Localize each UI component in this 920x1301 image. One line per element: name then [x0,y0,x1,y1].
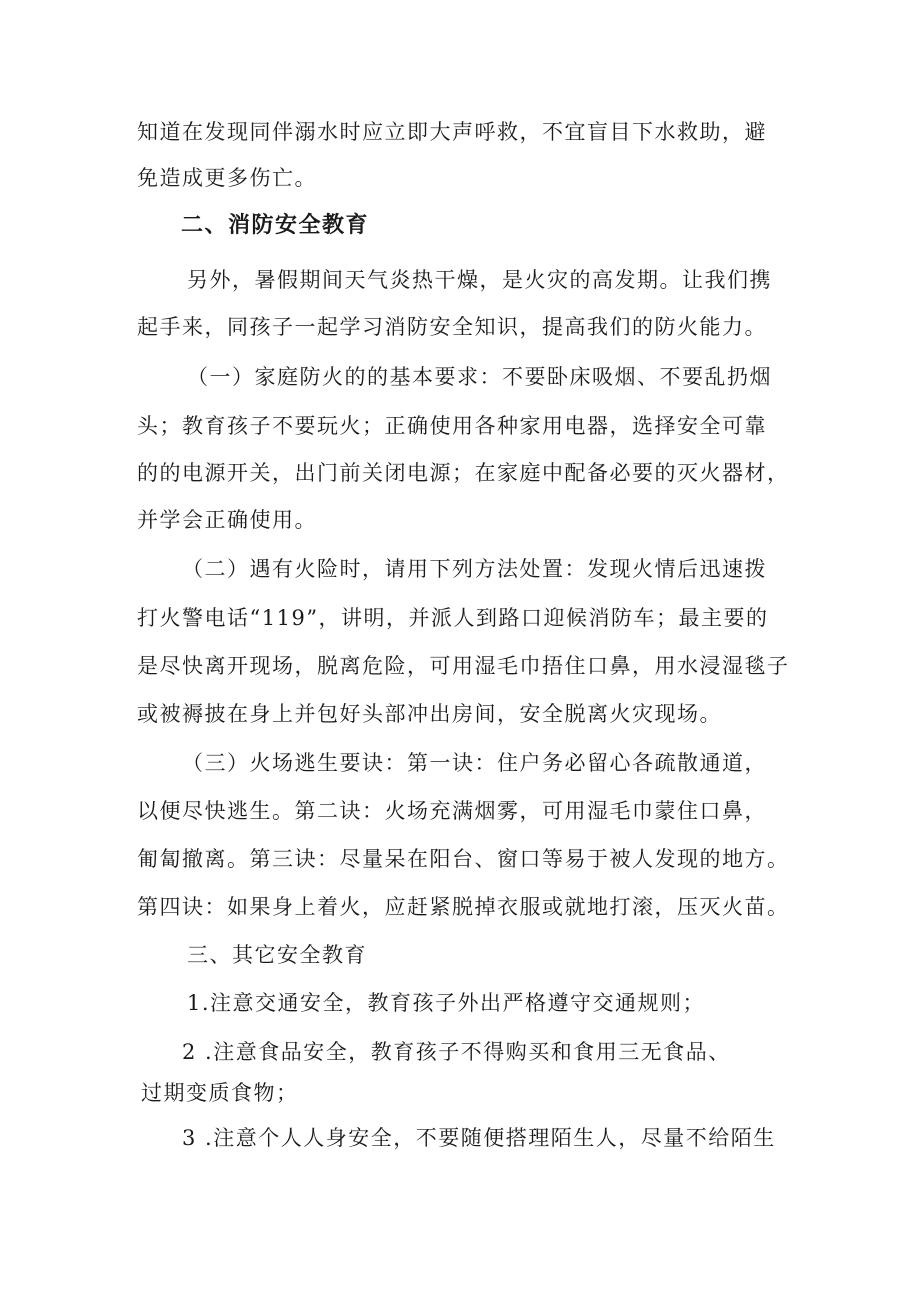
list-item-food-continued: 过期变质食物； [141,1081,299,1105]
paragraph-line: 打火警电话“119”，讲明，并派人到路口迎候消防车；最主要的 [137,606,769,630]
paragraph-line: 另外，暑假期间天气炎热干燥，是火灾的高发期。让我们携 [187,268,772,292]
paragraph-line: 起手来，同孩子一起学习消防安全知识，提高我们的防火能力。 [137,315,767,339]
section-heading-other-safety: 三、其它安全教育 [187,943,367,967]
list-item-traffic: 1.注意交通安全，教育孩子外出严格遵守交通规则； [187,991,706,1015]
paragraph-line: 匍匐撤离。第三诀：尽量呆在阳台、窗口等易于被人发现的地方。 [137,847,790,871]
paragraph-line: 是尽快离开现场，脱离危险，可用湿毛巾捂住口鼻，用水浸湿毯子 [137,654,790,678]
list-item-food: 2 .注意食品安全，教育孩子不得购买和食用三无食品、 [182,1040,731,1064]
paragraph-line: 以便尽快逃生。第二诀：火场充满烟雾，可用湿毛巾蒙住口鼻， [137,799,767,823]
paragraph-line: 第四诀：如果身上着火，应赶紧脱掉衣服或就地打滚，压灭火苗。 [137,895,790,919]
paragraph-line: （三）火场逃生要诀：第一诀：住户务必留心各疏散通道， [182,751,767,775]
list-item-personal: 3 .注意个人人身安全，不要随便搭理陌生人，尽量不给陌生 [182,1126,776,1150]
paragraph-line: 或被褥披在身上并包好头部冲出房间，安全脱离火灾现场。 [137,702,722,726]
paragraph-line: 免造成更多伤亡。 [137,166,317,190]
paragraph-line: （二）遇有火险时，请用下列方法处置：发现火情后迅速拨 [182,557,767,581]
paragraph-line: 知道在发现同伴溺水时应立即大声呼救，不宜盲目下水救助，避 [137,120,767,144]
paragraph-line: 并学会正确使用。 [137,508,317,532]
paragraph-line: （一）家庭防火的的基本要求：不要卧床吸烟、不要乱扔烟 [187,365,772,389]
paragraph-line: 头；教育孩子不要玩火；正确使用各种家用电器，选择安全可靠 [137,414,767,438]
section-heading-fire-safety: 二、消防安全教育 [181,213,370,238]
paragraph-line: 的的电源开关，出门前关闭电源；在家庭中配备必要的灭火器材， [137,461,790,485]
